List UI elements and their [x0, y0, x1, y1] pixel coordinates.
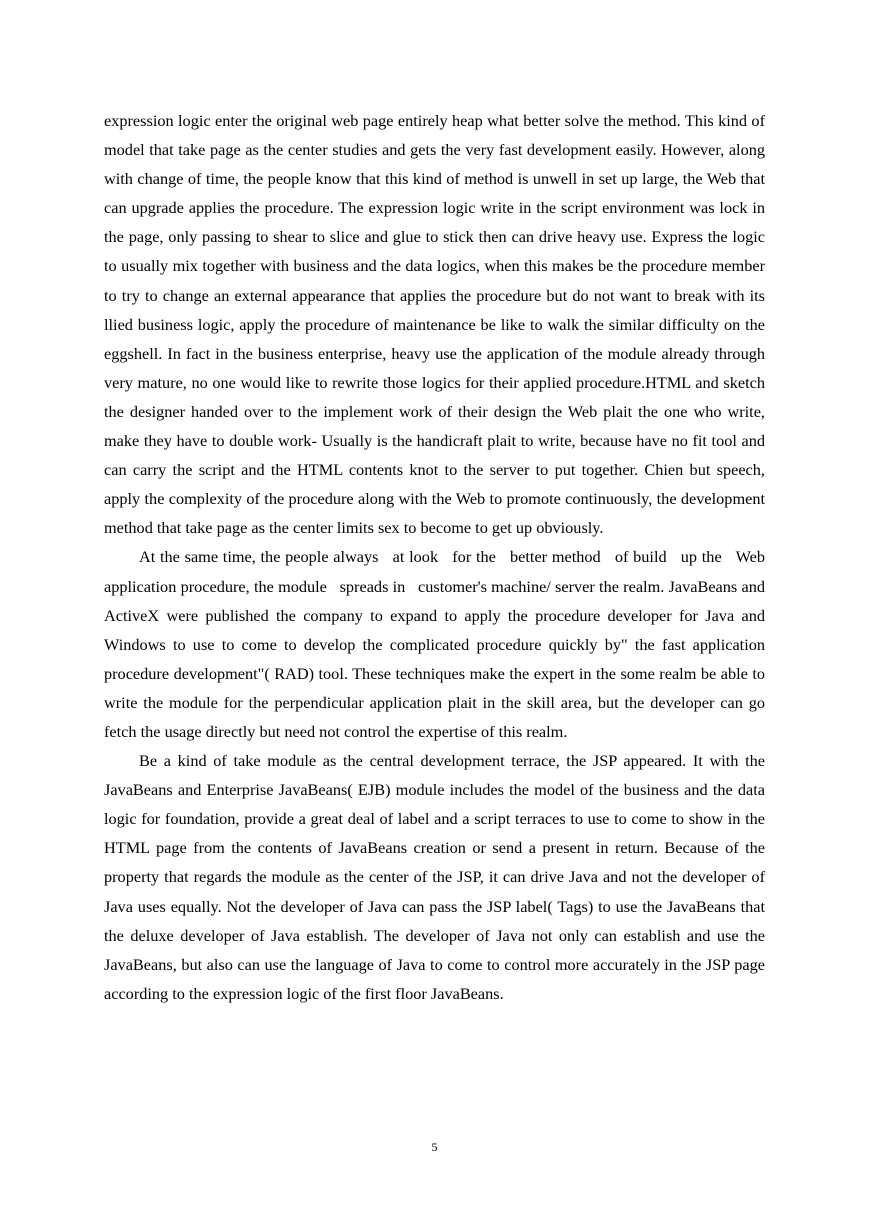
body-text: [104, 106, 770, 1008]
paragraph-continuation: expression logic enter the original web page entirely heap what better solve the method. This kind of model that take page as the center studies and gets the very fast development easily. However, along with change of time, the people know that this kind of method is unwell in set up large, the Web that can upgrade applies the procedure. The expression logic write in the script environment was lock in the page, only passing to shear to slice and glue to stick then can drive heavy use. Express the logic to usually mix together with business and the data logics, when this makes be the procedure member to try to change an external appearance that applies the procedure but do not want to break with its llied business logic, apply the procedure of maintenance be like to walk the similar difficulty on the eggshell. In fact in the business enterprise, heavy use the application of the module already through very mature, no one would like to rewrite those logics for their applied procedure.HTML and sketch the designer handed over to the implement work of their design the Web plait the one who write, make they have to double work- Usually is the handicraft plait to write, because have no fit tool and can carry the script and the HTML contents knot to the server to put together. Chien but speech, apply the complexity of the procedure along with the Web to promote continuously, the development method that take page as the center limits sex to become to get up obviously.: [104, 111, 765, 538]
paragraph-web-application: At the same time, the people always at look for the better method of build up the Web application procedure, the module spreads in customer's machine/ server the realm. JavaBeans and ActiveX were published the company to expand to apply the procedure developer for Java and Windows to use to come to develop the complicated procedure quickly by" the fast application procedure development"( RAD) tool. These techniques make the expert in the some realm be able to write the module for the perpendicular application plait in the skill area, but the developer can go fetch the usage directly but need not control the expertise of this realm.: [104, 547, 770, 741]
page-number: 5: [431, 1140, 438, 1154]
paragraph-jsp: Be a kind of take module as the central development terrace, the JSP appeared. It with the JavaBeans and Enterprise JavaBeans( EJB) module includes the model of the business and the data logic for foundation, provide a great deal of label and a script terraces to use to come to show in the HTML page from the contents of JavaBeans creation or send a present in return. Because of the property that regards the module as the center of the JSP, it can drive Java and not the developer of Java uses equally. Not the developer of Java can pass the JSP label( Tags) to use the JavaBeans that the deluxe developer of Java establish. The developer of Java not only can establish and use the JavaBeans, but also can use the language of Java to come to control more accurately in the JSP page according to the expression logic of the first floor JavaBeans.: [104, 751, 765, 1003]
